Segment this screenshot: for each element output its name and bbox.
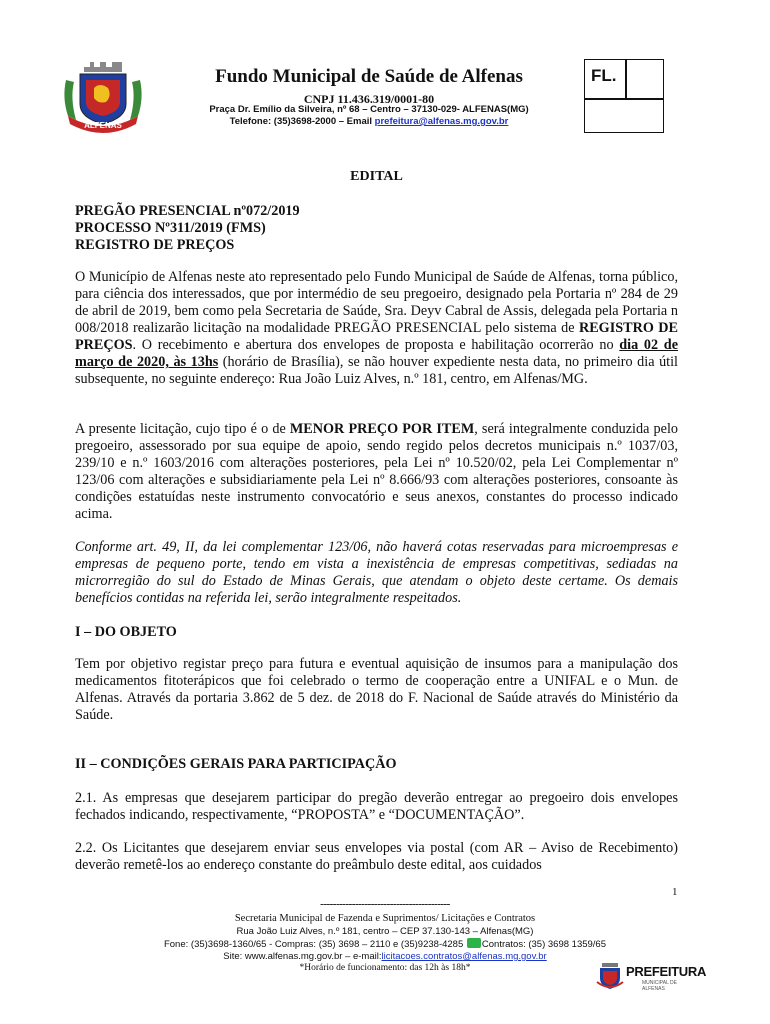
clause-2-1: 2.1. As empresas que desejarem participar do pregão deverão entregar ao pregoeiro dois envelopes fechados indicando, respectivamente, “PROPOSTA” e “DOCUMENTAÇÃO”. [75, 790, 678, 823]
prefeitura-logo: PREFEITURA MUNICIPAL DE ALFENAS [596, 962, 696, 992]
crest-banner-text: ALFENAS [84, 121, 122, 130]
footer-hours: *Horário de funcionamento: das 12h às 18h* [299, 963, 471, 973]
footer-site: Site: www.alfenas.mg.gov.br – e-mail:licitacoes.contratos@alfenas.mg.gov.br [223, 951, 547, 962]
process-ids [75, 203, 678, 254]
footer-department: Secretaria Municipal de Fazenda e Suprimentos/ Licitações e Contratos [234, 913, 536, 924]
footer-separator: ----------------------------------------- [320, 898, 450, 910]
pregao-number: PREGÃO PRESENCIAL nº072/2019 [75, 203, 300, 219]
institution-address: Praça Dr. Emílio da Silveira, nº 68 – Centro – 37130-029- ALFENAS(MG) [209, 104, 529, 115]
phone-email-line [150, 116, 588, 127]
processo-number: PROCESSO Nº311/2019 (FMS) [75, 220, 266, 236]
section-1-text: Tem por objetivo registar preço para futura e eventual aquisição de insumos para a manipulação dos medicamentos fitoterápicos que foi celebrado o termo de cooperação entre a UNIFAL e o Mun. de Alfenas. Através da portaria 3.862 de 5 dez. de 2018 do F. Nacional de Saúde através do Ministério da Saúde. [75, 656, 678, 723]
document-heading: EDITAL [350, 169, 403, 184]
opening-date: dia 02 de março de 2020, às 13hs [75, 337, 678, 370]
folio-label: FL. [591, 66, 617, 85]
institution-title: Fundo Municipal de Saúde de Alfenas [215, 66, 523, 87]
section-2-title: II – CONDIÇÕES GERAIS PARA PARTICIPAÇÃO [75, 756, 397, 772]
folio-box [584, 59, 664, 133]
footer-email-link[interactable]: licitacoes.contratos@alfenas.mg.gov.br [381, 951, 547, 962]
footer-phones: Fone: (35)3698-1360/65 - Compras: (35) 3698 – 2110 e (35)9238-4285 Contratos: (35) 3698 1359/65 [163, 939, 607, 950]
whatsapp-icon [467, 938, 481, 948]
phone-text: Telefone: (35)3698-2000 – Email [229, 116, 375, 127]
footer-address: Rua João Luiz Alves, n.º 181, centro – CEP 37.130-143 – Alfenas(MG) [236, 926, 534, 937]
municipal-crest [60, 58, 146, 134]
cnpj: CNPJ 11.436.319/0001-80 [303, 92, 435, 106]
registro-precos: REGISTRO DE PREÇOS [75, 237, 235, 253]
page-number: 1 [672, 886, 678, 898]
email-link[interactable]: prefeitura@alfenas.mg.gov.br [374, 116, 509, 127]
intro-paragraph: O Município de Alfenas neste ato representado pelo Fundo Municipal de Saúde de Alfenas, torna público, para ciência dos interessados, que por intermédio de seu pregoeiro, designado pela Portaria nº 284 de 29 de abril de 2019, bem como pela Secretaria de Saúde, Sra. Deyv Cabral de Assis, delegada pela Portaria n 008/2018 realizarão licitação na modalidade PREGÃO PRESENCIAL pelo sistema de REGISTRO DE PREÇOS. O recebimento e abertura dos envelopes de proposta e habilitação ocorrerão no dia 02 de março de 2020, às 13hs (horário de Brasília), se não houver expediente nesta data, no primeiro dia útil subsequente, no seguinte endereço: Rua João Luiz Alves, n.º 181, centro, em Alfenas/MG. [75, 269, 678, 387]
section-1-title: I – DO OBJETO [75, 624, 177, 640]
type-paragraph: A presente licitação, cujo tipo é o de MENOR PREÇO POR ITEM, será integralmente conduzida pelo pregoeiro, assessorado por sua equipe de apoio, sendo regido pelos decretos municipais n.º 1037/03, 239/10 e n.º 1603/2016 com alterações posteriores, pela Lei nº 10.520/02, pela Lei Complementar nº 123/06 com alterações e subsidiariamente pela Lei nº 8.666/93 com alterações posteriores, consoante às condições estatuídas neste instrumento convocatório e seus anexos, constantes do processo indicado acima. [75, 421, 678, 522]
me-epp-paragraph: Conforme art. 49, II, da lei complementar 123/06, não haverá cotas reservadas para microempresas e empresas de pequeno porte, tendo em vista a inexistência de empresas competitivas, sediadas na microrregião do sul do Estado de Minas Gerais, que atendam o objeto deste certame. Os demais benefícios contidas na referida lei, serão integralmente respeitados. [75, 539, 678, 606]
clause-2-2: 2.2. Os Licitantes que desejarem enviar seus envelopes via postal (com AR – Aviso de Recebimento) deverão remetê-los ao endereço constante do preâmbulo deste edital, aos cuidados [75, 840, 678, 873]
